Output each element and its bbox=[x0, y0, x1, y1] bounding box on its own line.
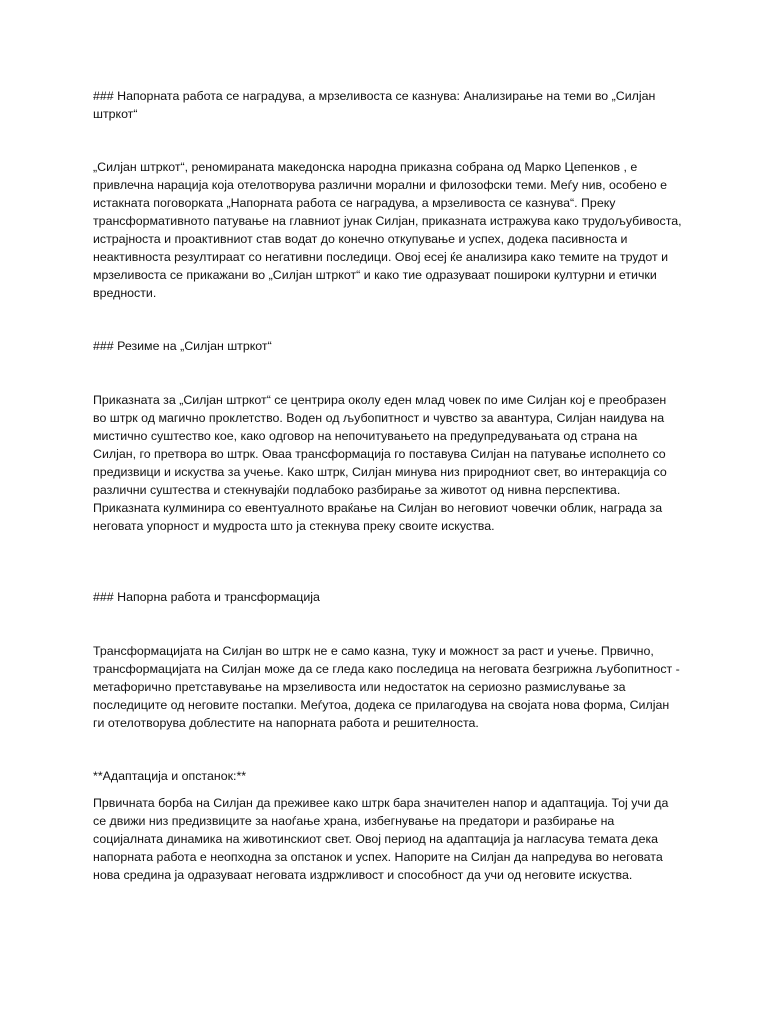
intro-paragraph: „Силјан штркот“, реномираната македонска народна приказна собрана од Марко Цепенков , е привлечна нарација која отелотворува различни морални и филозофски теми. Меѓу нив, особено е истакната поговорката „Напорната работа се наградува, а мрзеливоста се казнува“. Преку трансформативното патување на главниот јунак Силјан, приказната истражува како трудољубивоста, истрајноста и проактивниот став водат до конечно откупување и успех, додека пасивноста и неактивноста резултираат со негативни последици. Овој есеј ќе анализира како темите на трудот и мрзеливоста се прикажани во „Силјан штркот“ и како тие одразуваат пошироки културни и етички вредности. bbox=[93, 160, 682, 300]
hard-work-paragraph: Трансформацијата на Силјан во штрк не е само казна, туку и можност за раст и учење. Првично, трансформацијата на Силјан може да се гледа како последица на неговата безгрижна љубопитност - метафорично претставување на мрзеливоста или недостаток на сериозно размислување за последиците од неговите постапки. Меѓутоа, додека се прилагодува на својата нова форма, Силјан ги отелотворува доблестите на напорната работа и решителноста. bbox=[93, 644, 680, 730]
adaptation-paragraph: Првичната борба на Силјан да преживее како штрк бара значителен напор и адаптација. Тој учи да се движи низ предизвиците за наоѓање храна, избегнување на предатори и разбирање на социјалната динамика на животинскиот свет. Овој период на адаптација ја нагласува темата дека напорната работа е неопходна за опстанок и успех. Напорите на Силјан да напредува во неговата нова средина ја одразуваат неговата издржливост и способност да учи од неговите искуства. bbox=[93, 796, 669, 882]
summary-heading: ### Резиме на „Силјан штркот“ bbox=[93, 339, 272, 353]
adaptation-heading: **Адаптација и опстанок:** bbox=[93, 769, 247, 783]
summary-paragraph: Приказната за „Силјан штркот“ се центрира околу еден млад човек по име Силјан кој е преобразен во штрк од магично проклетство. Воден од љубопитност и чувство за авантура, Силјан наидува на мистично суштество кое, како одговор на непочитувањето на предупредувањата од страна на Силјан, го претвора во штрк. Оваа трансформација го поставува Силјан на патување исполнето со предизвици и искуства за учење. Како штрк, Силјан минува низ природниот свет, во интеракција со различни суштества и стекнувајќи подлабоко разбирање за животот од нивна перспектива. Приказната кулминира со евентуалното враќање на Силјан во неговиот човечки облик, награда за неговата упорност и мудроста што ја стекнува преку своите искуства. bbox=[93, 393, 667, 533]
essay-title-heading: ### Напорната работа се наградува, а мрзеливоста се казнува: Анализирање на теми во „Силјан штркот“ bbox=[93, 89, 656, 121]
hard-work-heading: ### Напорна работа и трансформација bbox=[93, 590, 320, 604]
